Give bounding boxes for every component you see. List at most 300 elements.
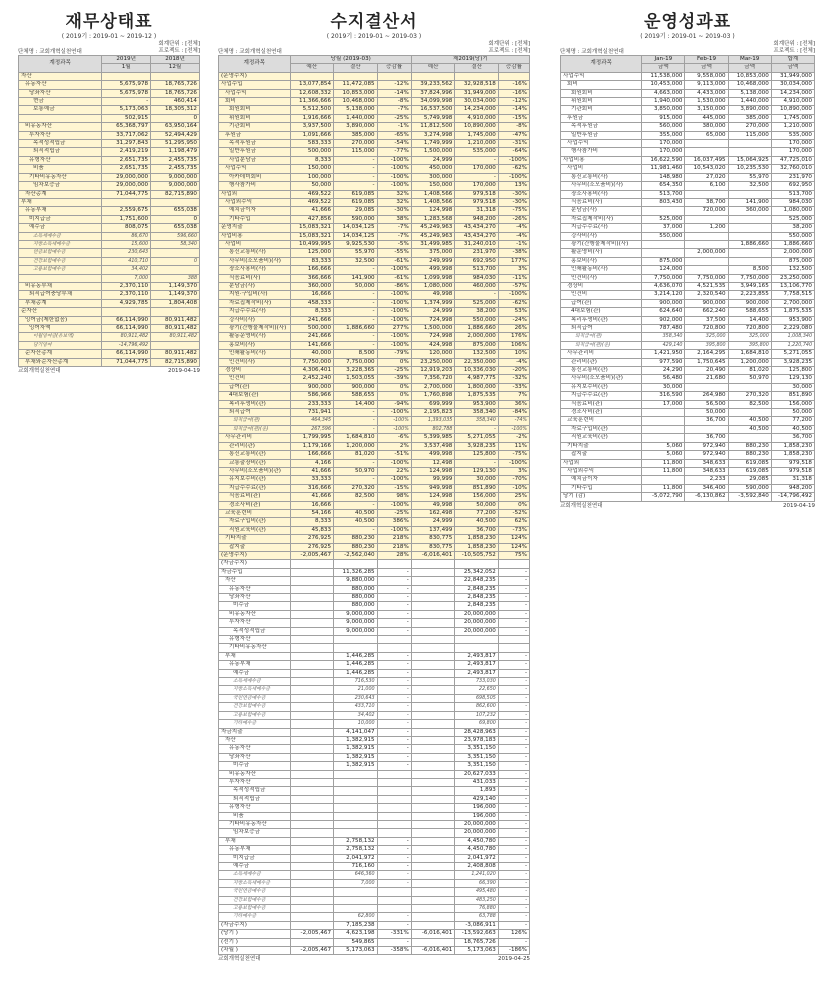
amount-cell: 22,350,000 xyxy=(455,358,499,366)
account-name: 교통출장비(관) xyxy=(219,459,291,467)
amount-cell xyxy=(498,644,529,652)
table-row xyxy=(219,585,530,593)
amount-cell: 499,998 xyxy=(411,266,455,274)
amount-cell: 141,666 xyxy=(290,341,334,349)
amount-cell: 386% xyxy=(377,518,411,526)
amount-cell: 50,000 xyxy=(455,501,499,509)
account-name: 회원회비 xyxy=(561,89,642,97)
amount-cell: 32% xyxy=(377,198,411,206)
table-row xyxy=(219,820,530,828)
amount-cell: 4,636,070 xyxy=(642,282,685,290)
amount-cell: 1,283,568 xyxy=(411,215,455,223)
account-name: 사무관리비 xyxy=(219,434,291,442)
table-row xyxy=(19,207,200,215)
account-name: 사업외수익 xyxy=(219,198,291,206)
account-name: 회원회비 xyxy=(219,106,291,114)
table-row xyxy=(219,871,530,879)
account-name: (운영수지) xyxy=(219,551,291,559)
amount-cell xyxy=(455,636,499,644)
op-title: 운영성과표 xyxy=(643,12,732,32)
amount-cell: 550,000 xyxy=(771,232,814,240)
account-name: 자산 xyxy=(19,72,102,80)
amount-cell: 14,234,000 xyxy=(455,106,499,114)
amount-cell: 724,998 xyxy=(411,316,455,324)
amount-cell: 720,000 xyxy=(685,207,728,215)
account-name: 잡지출 xyxy=(219,543,291,551)
amount-cell xyxy=(102,198,151,206)
table-row xyxy=(219,207,530,215)
amount-cell: 1,858,230 xyxy=(455,543,499,551)
amount-cell xyxy=(290,661,334,669)
account-name: 장소사용비(사) xyxy=(561,190,642,198)
account-name: 광기(간행물제작비)(사) xyxy=(561,240,642,248)
account-name: 교육훈련비 xyxy=(561,417,642,425)
amount-cell: - xyxy=(377,568,411,576)
amount-cell: 270,000 xyxy=(728,123,771,131)
amount-cell xyxy=(411,72,455,80)
amount-cell: 2,700,000 xyxy=(411,383,455,391)
amount-cell: 12,919,203 xyxy=(411,367,455,375)
amount-cell: 14,034,125 xyxy=(334,232,378,240)
account-name: 목적성적립금 xyxy=(219,627,291,635)
account-name: 부채와순자산총계 xyxy=(19,358,102,366)
amount-cell: 7,750,000 xyxy=(685,274,728,282)
amount-cell: - xyxy=(334,341,378,349)
amount-cell: 124,998 xyxy=(411,207,455,215)
table-row xyxy=(219,291,530,299)
amount-cell: 2,493,817 xyxy=(455,669,499,677)
op-unit-project xyxy=(773,41,815,55)
amount-cell: - xyxy=(334,476,378,484)
table-row xyxy=(19,291,200,299)
amount-cell: -86% xyxy=(377,282,411,290)
amount-cell: -100% xyxy=(377,501,411,509)
amount-cell: 10,853,000 xyxy=(728,72,771,80)
account-name: 기타지출 xyxy=(561,442,642,450)
table-row xyxy=(219,627,530,635)
amount-cell: 36,700 xyxy=(455,526,499,534)
amount-cell xyxy=(334,820,378,828)
table-row xyxy=(219,720,530,728)
amount-cell: 2,000,000 xyxy=(685,249,728,257)
table-row xyxy=(219,308,530,316)
op-header-total: 합계 xyxy=(771,56,814,64)
amount-cell: 1,200 xyxy=(685,224,728,232)
account-name: 유동자산 xyxy=(219,585,291,593)
amount-cell: 16,037,495 xyxy=(685,156,728,164)
account-name: (전기 ) xyxy=(219,938,291,946)
amount-cell: 141,900 xyxy=(728,198,771,206)
amount-cell xyxy=(290,736,334,744)
amount-cell: 716,530 xyxy=(334,678,378,686)
account-name: 퇴직급여(관) xyxy=(219,417,291,425)
amount-cell xyxy=(411,560,455,568)
op-meta xyxy=(560,41,815,55)
table-row xyxy=(561,123,815,131)
account-name: 퇴직급여(관)(운) xyxy=(561,341,642,349)
table-row xyxy=(219,686,530,694)
amount-cell: 32,500 xyxy=(728,182,771,190)
amount-cell: 1,875,535 xyxy=(771,308,814,316)
account-name: 식음료비(사) xyxy=(219,274,291,282)
amount-cell: 71,044,775 xyxy=(102,358,151,366)
amount-cell: 346,400 xyxy=(685,484,728,492)
amount-cell: 34,402 xyxy=(334,711,378,719)
table-row xyxy=(219,266,530,274)
bs-footer-org: 교회개혁실천연대 xyxy=(18,368,61,375)
table-row xyxy=(219,661,530,669)
account-name: 기관회비 xyxy=(561,106,642,114)
amount-cell: 82,715,890 xyxy=(151,190,200,198)
amount-cell: 4,141,047 xyxy=(334,728,378,736)
amount-cell: 4,910,000 xyxy=(455,114,499,122)
account-name: 활운영비(사) xyxy=(561,249,642,257)
bs-project: 프로젝트 : [전체] xyxy=(158,48,200,54)
account-name: 복리후생비(관) xyxy=(219,400,291,408)
amount-cell: 2,651,735 xyxy=(102,156,151,164)
account-name: 경상비 xyxy=(561,282,642,290)
table-row xyxy=(19,341,200,349)
table-row xyxy=(219,753,530,761)
amount-cell: 55,970 xyxy=(334,249,378,257)
amount-cell xyxy=(411,837,455,845)
amount-cell: 808,075 xyxy=(102,224,151,232)
table-row xyxy=(219,636,530,644)
amount-cell: 7% xyxy=(498,392,529,400)
amount-cell: 1,210,000 xyxy=(771,123,814,131)
account-name: 유동부채 xyxy=(219,661,291,669)
amount-cell: -14% xyxy=(498,106,529,114)
amount-cell xyxy=(334,72,378,80)
table-row xyxy=(19,98,200,106)
amount-cell: - xyxy=(498,661,529,669)
amount-cell: 802,788 xyxy=(411,425,455,433)
amount-cell: 7,750,000 xyxy=(290,358,334,366)
bs-table-body xyxy=(19,72,200,366)
amount-cell: 30,034,000 xyxy=(455,98,499,106)
amount-cell: 2,229,080 xyxy=(771,325,814,333)
table-row xyxy=(219,114,530,122)
amount-cell xyxy=(290,720,334,728)
amount-cell: - xyxy=(377,703,411,711)
amount-cell: 692,950 xyxy=(455,257,499,265)
amount-cell xyxy=(685,232,728,240)
amount-cell: 5,173,063 xyxy=(334,947,378,955)
amount-cell: 28% xyxy=(377,551,411,559)
account-name: 당좌자산 xyxy=(219,594,291,602)
amount-cell: 230,643 xyxy=(334,694,378,702)
amount-cell xyxy=(290,787,334,795)
table-row xyxy=(561,451,815,459)
amount-cell: 875,000 xyxy=(771,257,814,265)
ie-header-col: 증감률 xyxy=(377,64,411,72)
amount-cell: 50,000 xyxy=(290,182,334,190)
amount-cell xyxy=(685,215,728,223)
table-row xyxy=(561,350,815,358)
amount-cell: - xyxy=(377,736,411,744)
account-name: 순자산 xyxy=(19,308,102,316)
amount-cell: 1,382,915 xyxy=(334,736,378,744)
table-row xyxy=(219,131,530,139)
amount-cell xyxy=(411,636,455,644)
amount-cell: 55,970 xyxy=(728,173,771,181)
table-row xyxy=(219,467,530,475)
account-name: 연금보험예수금 xyxy=(19,249,102,257)
table-row xyxy=(19,156,200,164)
amount-cell: - xyxy=(377,594,411,602)
amount-cell: 31,949,000 xyxy=(771,72,814,80)
amount-cell xyxy=(411,863,455,871)
account-name: 운영지출 xyxy=(219,224,291,232)
table-row xyxy=(219,425,530,433)
amount-cell: 17,000 xyxy=(642,400,685,408)
amount-cell: -55% xyxy=(377,249,411,257)
amount-cell: - xyxy=(498,686,529,694)
amount-cell: -331% xyxy=(377,930,411,938)
amount-cell: 550,000 xyxy=(455,316,499,324)
ie-unit-project xyxy=(488,41,530,55)
amount-cell: 1,893 xyxy=(455,787,499,795)
amount-cell: 43,434,270 xyxy=(455,224,499,232)
amount-cell xyxy=(411,610,455,618)
account-name: 4대보험(관) xyxy=(219,392,291,400)
amount-cell: 31,318 xyxy=(771,476,814,484)
table-row xyxy=(19,282,200,290)
op-project: 프로젝트 : [전체] xyxy=(773,48,815,54)
amount-cell: 31,318 xyxy=(455,207,499,215)
account-name: 투자자산 xyxy=(19,131,102,139)
amount-cell: 880,230 xyxy=(728,442,771,450)
amount-cell: -30% xyxy=(377,207,411,215)
amount-cell xyxy=(290,854,334,862)
amount-cell: 11,472,085 xyxy=(334,81,378,89)
amount-cell: 4,929,785 xyxy=(102,299,151,307)
account-name: 예치금이자 xyxy=(219,207,291,215)
table-row xyxy=(561,484,815,492)
amount-cell: 1,200,000 xyxy=(728,358,771,366)
amount-cell: 3% xyxy=(498,467,529,475)
amount-cell xyxy=(728,140,771,148)
amount-cell: -8% xyxy=(377,98,411,106)
table-row xyxy=(219,770,530,778)
amount-cell: 13% xyxy=(498,182,529,190)
amount-cell xyxy=(498,636,529,644)
account-name: 퇴직적립금 xyxy=(219,795,291,803)
amount-cell xyxy=(290,627,334,635)
amount-cell: -4% xyxy=(498,232,529,240)
account-name: (자금수지) xyxy=(219,560,291,568)
amount-cell: 875,000 xyxy=(455,341,499,349)
amount-cell: - xyxy=(377,913,411,921)
amount-cell: - xyxy=(498,770,529,778)
amount-cell: - xyxy=(498,938,529,946)
amount-cell: 4,450,780 xyxy=(455,846,499,854)
table-row xyxy=(19,131,200,139)
table-row xyxy=(219,568,530,576)
amount-cell: 65,368,797 xyxy=(102,123,151,131)
amount-cell: 513,700 xyxy=(455,266,499,274)
amount-cell: - xyxy=(498,854,529,862)
amount-cell: 5,173,063 xyxy=(102,106,151,114)
amount-cell: 458,333 xyxy=(290,299,334,307)
amount-cell: -100% xyxy=(377,526,411,534)
amount-cell: -14% xyxy=(377,89,411,97)
account-name: 퇴직급여 xyxy=(561,325,642,333)
amount-cell: 49,998 xyxy=(411,291,455,299)
amount-cell: 1,080,000 xyxy=(411,282,455,290)
table-row xyxy=(19,308,200,316)
amount-cell: 5,060 xyxy=(642,442,685,450)
op-header-item: 계정과목 xyxy=(561,56,642,73)
ie-project: 프로젝트 : [전체] xyxy=(488,48,530,54)
table-row xyxy=(561,434,815,442)
account-name: 퇴직급여(관) xyxy=(561,333,642,341)
table-row xyxy=(219,930,530,938)
table-row xyxy=(19,173,200,181)
amount-cell: 9,000,000 xyxy=(334,627,378,635)
amount-cell xyxy=(642,434,685,442)
amount-cell: - xyxy=(498,804,529,812)
account-name: 자산총계 xyxy=(19,190,102,198)
amount-cell: 10% xyxy=(498,350,529,358)
account-name: 잉여자액 xyxy=(19,325,102,333)
amount-cell: 500,000 xyxy=(290,325,334,333)
amount-cell: - xyxy=(334,182,378,190)
amount-cell xyxy=(290,72,334,80)
amount-cell: 348,633 xyxy=(685,459,728,467)
account-name: 당기잉여 xyxy=(19,341,102,349)
account-name: 자금지출 xyxy=(219,728,291,736)
amount-cell: 75% xyxy=(498,551,529,559)
amount-cell: 880,230 xyxy=(334,543,378,551)
amount-cell: 9,000,000 xyxy=(151,182,200,190)
amount-cell: 63,950,164 xyxy=(151,123,200,131)
amount-cell: 81,020 xyxy=(334,451,378,459)
amount-cell: -7% xyxy=(377,232,411,240)
amount-cell: 80,911,482 xyxy=(151,350,200,358)
amount-cell: 662,240 xyxy=(685,308,728,316)
amount-cell: 13,077,854 xyxy=(290,81,334,89)
amount-cell: 30,000 xyxy=(642,383,685,391)
account-name: 기타수입 xyxy=(219,215,291,223)
amount-cell: 1,749,999 xyxy=(411,140,455,148)
amount-cell: 107,232 xyxy=(455,711,499,719)
amount-cell xyxy=(290,820,334,828)
account-name: 인건비 xyxy=(561,291,642,299)
amount-cell: -100% xyxy=(377,409,411,417)
amount-cell xyxy=(290,846,334,854)
account-name: 직원교육비(관) xyxy=(561,434,642,442)
account-name: 강사비(사) xyxy=(219,316,291,324)
amount-cell xyxy=(411,770,455,778)
amount-cell: 37,000 xyxy=(642,224,685,232)
amount-cell: 11,800 xyxy=(642,467,685,475)
amount-cell xyxy=(498,72,529,80)
amount-cell: -54% xyxy=(377,140,411,148)
amount-cell: 787,480 xyxy=(642,325,685,333)
amount-cell: 590,000 xyxy=(728,484,771,492)
table-row xyxy=(561,140,815,148)
amount-cell: 30,000 xyxy=(771,383,814,391)
op-dept: 단체명 : 교회개혁실천연대 xyxy=(560,49,624,55)
amount-cell: 80,911,482 xyxy=(151,333,200,341)
amount-cell: -61% xyxy=(377,257,411,265)
amount-cell: 65,000 xyxy=(685,131,728,139)
account-name: 유형자산 xyxy=(219,804,291,812)
amount-cell xyxy=(290,938,334,946)
amount-cell: 11,981,460 xyxy=(642,165,685,173)
amount-cell: - xyxy=(498,594,529,602)
amount-cell: 18,765,726 xyxy=(455,938,499,946)
amount-cell: 5,399,985 xyxy=(411,434,455,442)
account-name: 미수금 xyxy=(219,602,291,610)
account-name: 식음료비(관) xyxy=(219,493,291,501)
amount-cell: -100% xyxy=(377,341,411,349)
table-row xyxy=(219,921,530,929)
table-row xyxy=(561,190,815,198)
amount-cell xyxy=(411,568,455,576)
amount-cell: 18,765,726 xyxy=(151,89,200,97)
amount-cell: - xyxy=(498,610,529,618)
amount-cell: 902,000 xyxy=(642,316,685,324)
amount-cell: 37,824,996 xyxy=(411,89,455,97)
amount-cell xyxy=(642,240,685,248)
amount-cell: 5,173,063 xyxy=(455,947,499,955)
account-name xyxy=(19,274,102,282)
account-name: 분담금(사) xyxy=(219,282,291,290)
table-row xyxy=(219,938,530,946)
amount-cell: 20,000,000 xyxy=(455,627,499,635)
amount-cell: -30% xyxy=(498,190,529,198)
amount-cell xyxy=(290,602,334,610)
amount-cell xyxy=(411,728,455,736)
amount-cell: 7,758,515 xyxy=(771,291,814,299)
amount-cell: 1,091,666 xyxy=(290,131,334,139)
amount-cell: 41,666 xyxy=(290,207,334,215)
account-name: 소득세예수금 xyxy=(219,871,291,879)
amount-cell xyxy=(290,753,334,761)
amount-cell: 410,710 xyxy=(102,257,151,265)
amount-cell xyxy=(151,72,200,80)
amount-cell: 25% xyxy=(498,493,529,501)
account-name: 소득세예수금 xyxy=(19,232,102,240)
amount-cell xyxy=(334,778,378,786)
ie-table-body xyxy=(219,72,530,955)
amount-cell: - xyxy=(498,787,529,795)
account-name: 당좌자산 xyxy=(19,89,102,97)
amount-cell: 1,382,915 xyxy=(334,753,378,761)
amount-cell: 1,684,810 xyxy=(728,350,771,358)
amount-cell: 43,434,270 xyxy=(455,232,499,240)
amount-cell: 40,500 xyxy=(334,509,378,517)
amount-cell: 30,000 xyxy=(455,476,499,484)
amount-cell: 5,749,998 xyxy=(411,114,455,122)
amount-cell: 20,000,000 xyxy=(455,829,499,837)
amount-cell: 550,000 xyxy=(642,232,685,240)
amount-cell: 41,666 xyxy=(290,467,334,475)
amount-cell xyxy=(411,854,455,862)
table-row xyxy=(561,207,815,215)
account-name: (당기 ) xyxy=(219,930,291,938)
amount-cell xyxy=(728,224,771,232)
amount-cell: 3,537,498 xyxy=(411,442,455,450)
amount-cell: - xyxy=(334,417,378,425)
amount-cell: 49,998 xyxy=(411,501,455,509)
amount-cell: 34,402 xyxy=(102,266,151,274)
amount-cell: 720,800 xyxy=(685,325,728,333)
amount-cell: 948,200 xyxy=(771,484,814,492)
amount-cell: 4,306,401 xyxy=(290,367,334,375)
